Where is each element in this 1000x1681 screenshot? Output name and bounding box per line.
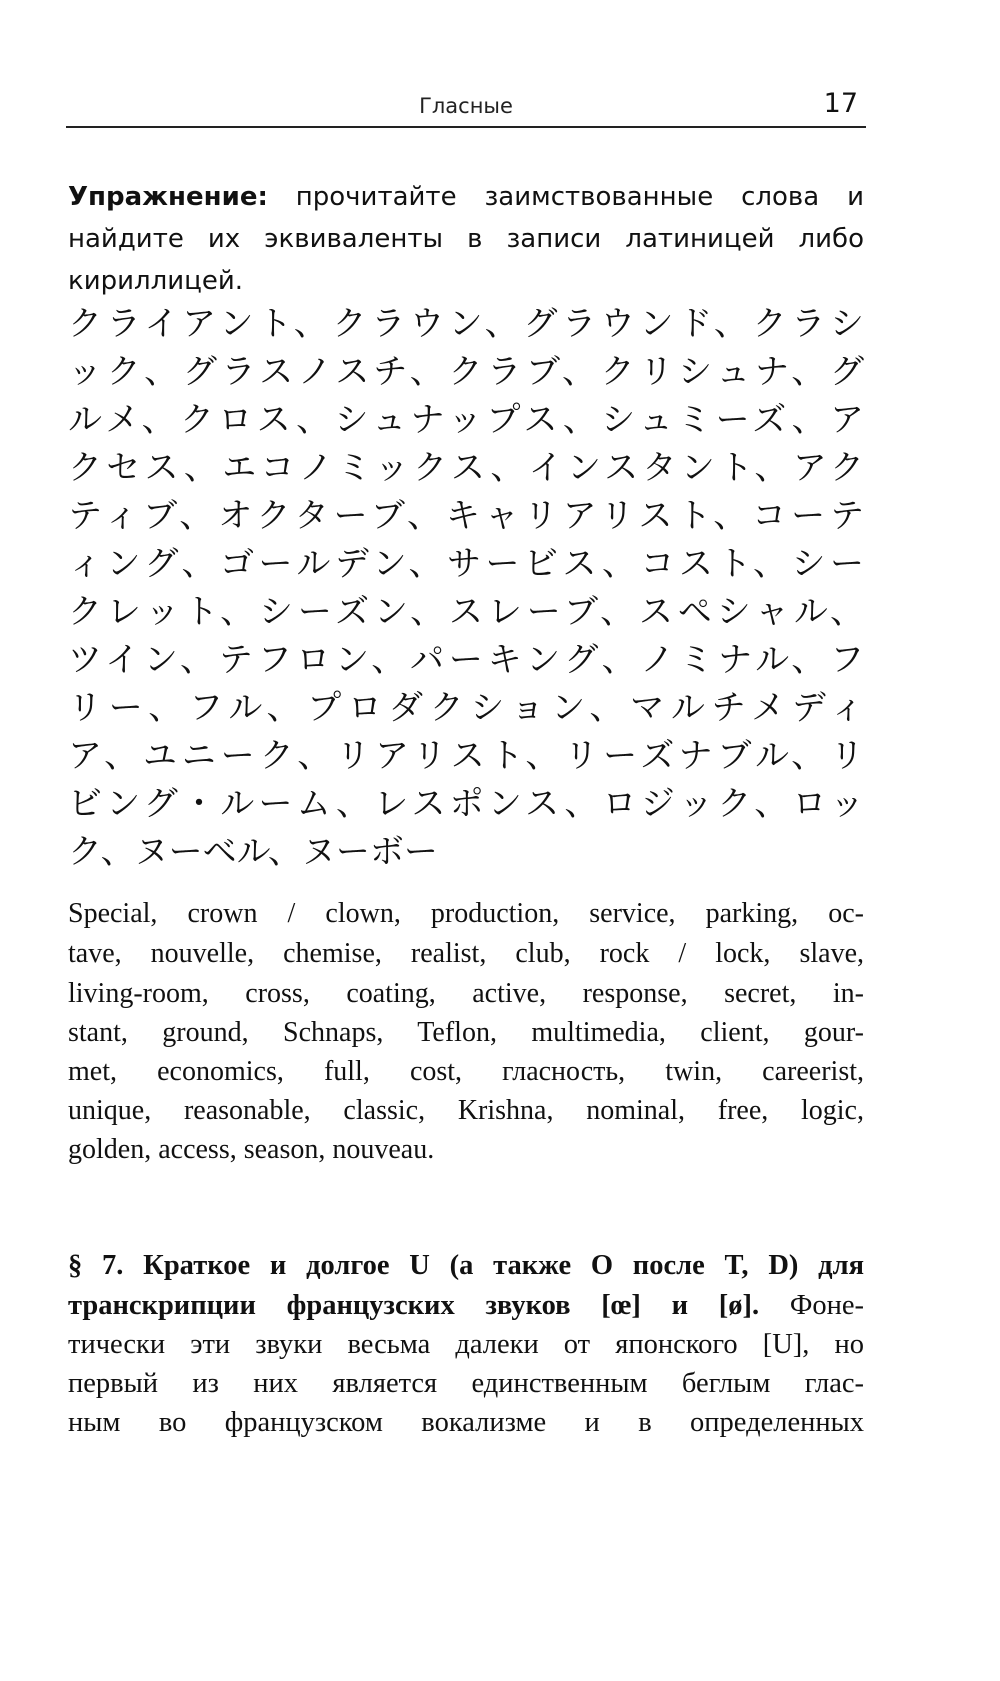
section-heading-end: транскрипции французских звуков [œ] и [ø]. [68,1290,760,1321]
exercise-instruction [68,176,864,302]
section-text-line: ным во французском вокализме и в определенных [68,1407,864,1438]
katakana-line: ック、グラスノスチ、クラブ、クリシュナ、グ [68,352,864,392]
latin-line: unique, reasonable, classic, Krishna, nominal, free, logic, [68,1095,864,1126]
latin-line: stant, ground, Schnaps, Teflon, multimedia, client, gour- [68,1017,864,1048]
katakana-line: ビング・ルーム、レスポンス、ロジック、ロッ [68,784,864,824]
latin-line: living-room, cross, coating, active, response, secret, in- [68,978,864,1009]
katakana-line: クレット、シーズン、スレーブ、スペシャル、 [68,592,864,632]
section-text-start: Фоне- [759,1290,864,1321]
page-number: 17 [823,88,858,119]
latin-line: Special, crown / clown, production, service, parking, oc- [68,898,864,929]
latin-line: met, economics, full, cost, гласность, twin, careerist, [68,1056,864,1087]
katakana-line: ルメ、クロス、シュナップス、シュミーズ、ア [68,400,864,440]
katakana-line: クセス、エコノミックス、インスタント、アク [68,448,864,488]
katakana-line: クライアント、クラウン、グラウンド、クラシ [68,304,864,344]
section-heading-continued [68,1286,864,1326]
latin-line: tave, nouvelle, chemise, realist, club, rock / lock, slave, [68,938,864,969]
running-head [66,86,866,128]
section-heading: § 7. Краткое и долгое U (а также O после T, D) для [68,1250,864,1281]
katakana-line: リー、フル、プロダクション、マルチメディ [68,688,864,728]
running-title: Гласные [419,94,513,118]
section-text-line: первый из них является единственным беглым глас- [68,1368,864,1399]
katakana-line: ィング、ゴールデン、サービス、コスト、シー [68,544,864,584]
exercise-label: Упражнение: [68,182,268,212]
katakana-line: ティブ、オクターブ、キャリアリスト、コーテ [68,496,864,536]
exercise-text: прочитайте заимствованные слова и найдите их эквиваленты в записи латиницей либо кириллицей. [68,182,864,296]
katakana-line: ク、ヌーベル、ヌーボー [68,832,438,872]
katakana-line: ア、ユニーク、リアリスト、リーズナブル、リ [68,736,864,776]
section-text-line: тически эти звуки весьма далеки от японского [U], но [68,1329,864,1360]
latin-line: golden, access, season, nouveau. [68,1134,435,1165]
katakana-line: ツイン、テフロン、パーキング、ノミナル、フ [68,640,864,680]
